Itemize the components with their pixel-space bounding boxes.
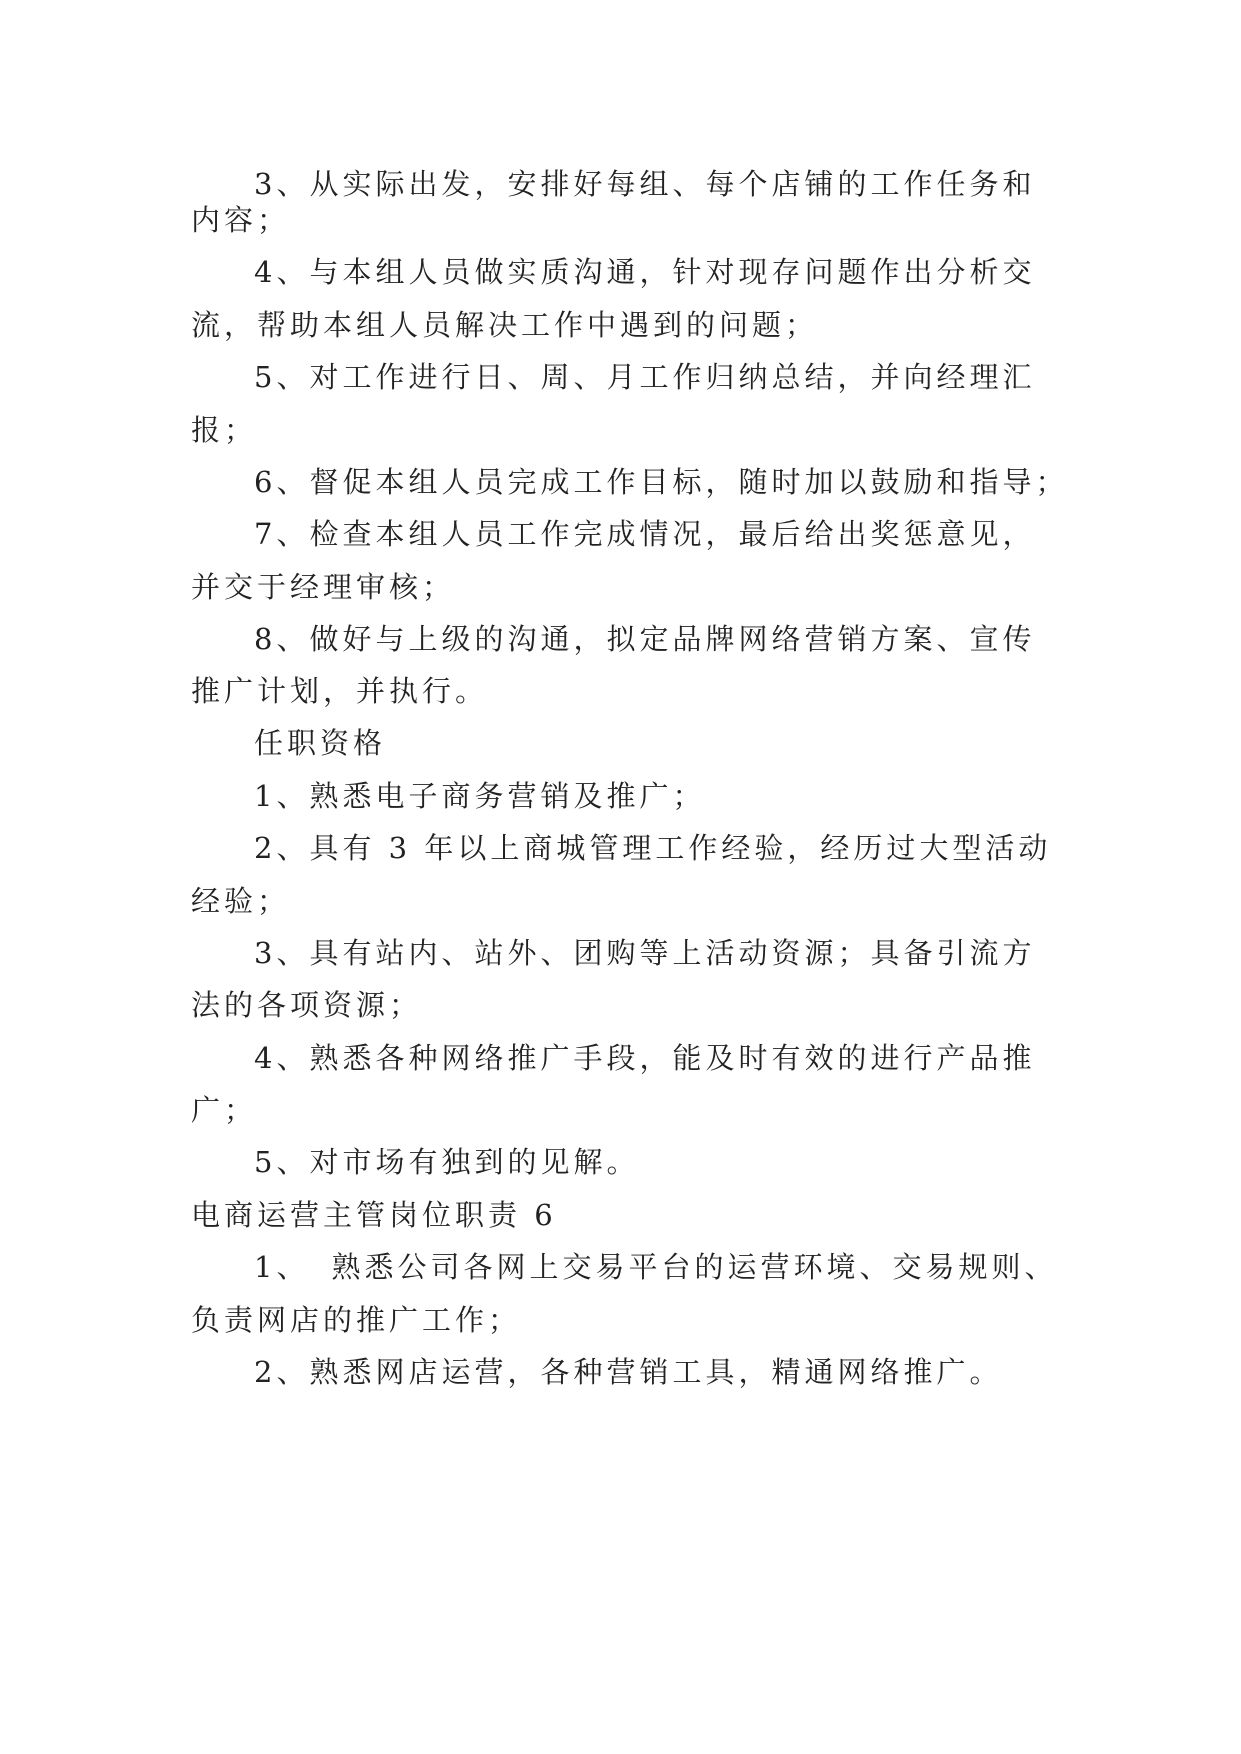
paragraph-text: 熟悉公司各网上交易平台的运营环境、交易规则、: [331, 1250, 1058, 1284]
paragraph-line: 4、熟悉各种网络推广手段，能及时有效的进行产品推: [254, 1041, 1036, 1075]
paragraph-line: 2、具有 3 年以上商城管理工作经验，经历过大型活动: [254, 831, 1052, 865]
paragraph-line: 8、做好与上级的沟通，拟定品牌网络营销方案、宣传: [254, 622, 1036, 656]
paragraph-line: 并交于经理审核；: [191, 570, 456, 604]
section-heading: 任职资格: [254, 726, 387, 760]
paragraph-line: 经验；: [191, 884, 291, 918]
paragraph-line: 内容；: [191, 203, 291, 237]
paragraph-line: 广；: [191, 1093, 258, 1127]
paragraph-line: 负责网店的推广工作；: [191, 1303, 522, 1337]
list-number: 1、: [254, 1250, 310, 1284]
paragraph-line: 流，帮助本组人员解决工作中遇到的问题；: [191, 308, 819, 342]
paragraph-line: 6、督促本组人员完成工作目标，随时加以鼓励和指导；: [254, 465, 1069, 499]
paragraph-line: 2、熟悉网店运营，各种营销工具，精通网络推广。: [254, 1355, 1003, 1389]
paragraph-line: [254, 1247, 1057, 1287]
paragraph-line: 5、对市场有独到的见解。: [254, 1145, 640, 1179]
paragraph-line: 5、对工作进行日、周、月工作归纳总结，并向经理汇: [254, 360, 1036, 394]
paragraph-line: 报；: [191, 413, 258, 447]
paragraph-line: 3、具有站内、站外、团购等上活动资源；具备引流方: [254, 936, 1036, 970]
section-heading: 电商运营主管岗位职责 6: [191, 1198, 557, 1232]
paragraph-line: 法的各项资源；: [191, 988, 423, 1022]
paragraph-line: 3、从实际出发，安排好每组、每个店铺的工作任务和: [254, 167, 1036, 201]
paragraph-line: 推广计划，并执行。: [191, 674, 489, 708]
paragraph-line: 7、检查本组人员工作完成情况，最后给出奖惩意见，: [254, 517, 1036, 551]
paragraph-line: 1、熟悉电子商务营销及推广；: [254, 779, 706, 813]
paragraph-line: 4、与本组人员做实质沟通，针对现存问题作出分析交: [254, 255, 1036, 289]
